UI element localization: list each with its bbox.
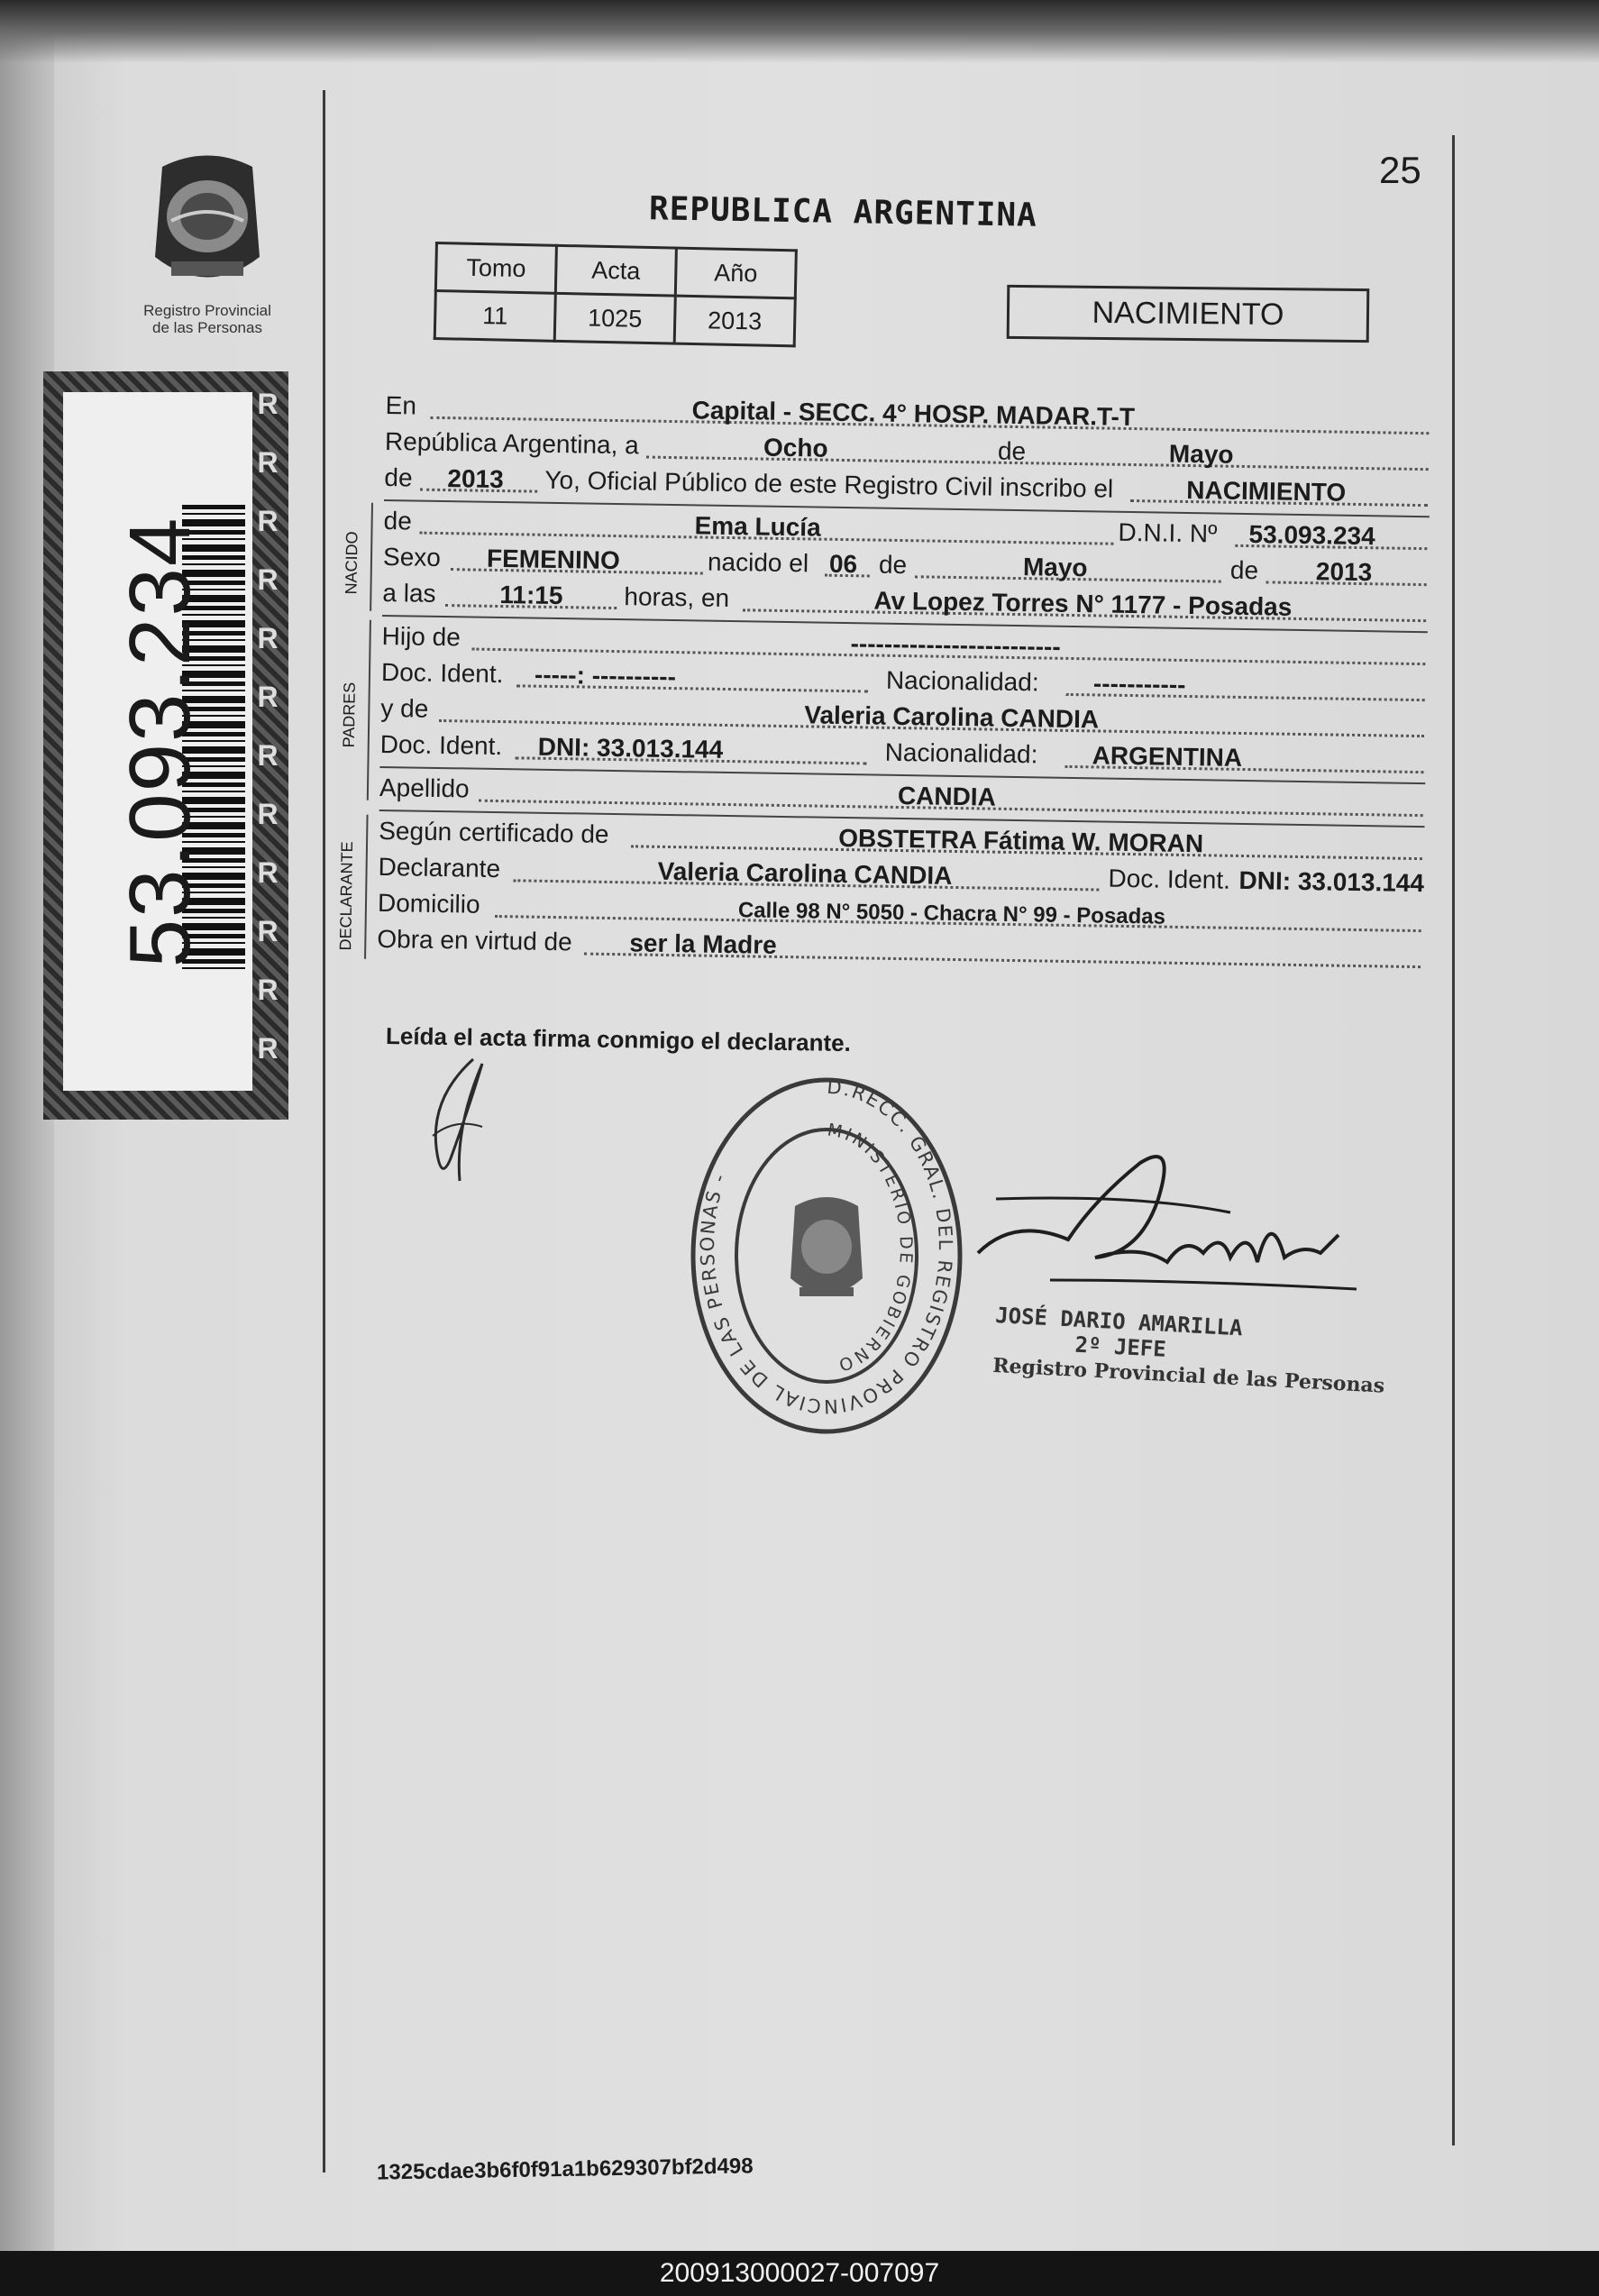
document-page: Registro Provincial de las Personas R R R R R R R R R R R R 53.093.234 25 REPUBLICA ARGENTINA Tomo Acta Año 11 1025 2013 NACIMIENTO En Capital - SECC. 4° HOSP. MADAR.T-T República Argentina, a Ocho de Mayo de 2013 Yo, Oficial Público de este Registro Civil inscribo el NACIMIENTO NACIDO de Ema Lucía D.N.I. Nº 53.093.234 Sexo FEMENINO nacido el 06 de Mayo de 2013 a las 11:15 horas, en Av Lopez Torres N° 1177 - Posadas PADRES Hijo de ------------------------- Doc. Ident. -----: ---------- Nacionalidad: ----------- y de Valeria Carolina CANDIA Doc. Ident. DNI: 33.013.144 Nacionalidad: ARGENTINA Apellido CANDIA DECLARANTE Según certificado de OBSTETRA Fátima W. MORAN Declarante Valeria Carolina CANDIA Doc. Ident. DNI: 33.013.144 Domicilio Calle 98 N° 5050 - Chacra N° 99 - Posadas Obra en virtud de ser la Madre Leída el acta firma conmigo el declarante. D.RECC. GRAL. DEL REGISTRO PROVINCIAL DE LAS PERSONAS - MINISTERIO DE GOBIERNO JOSÉ DARIO AMARILLA 2º JEFE Registro Provincial de las Personas 1325cdae3b6f0f91a1b629307bf2d498 — [0, 0, 1599, 2251]
label-nacido-de: de — [383, 506, 413, 535]
seal-emblem — [790, 1197, 863, 1296]
value-hora: 11:15 — [499, 581, 563, 610]
value-lugar-nacimiento: Av Lopez Torres N° 1177 - Posadas — [873, 586, 1293, 621]
book-gutter — [0, 0, 54, 2251]
official-block — [992, 1303, 1388, 1399]
value-nac-anio: 2013 — [1315, 557, 1373, 587]
value-lugar-inscripcion: Capital - SECC. 4° HOSP. MADAR.T-T — [691, 396, 1136, 432]
province-emblem — [144, 149, 270, 293]
official-signature — [960, 1145, 1375, 1316]
birth-record-form — [336, 388, 1431, 959]
label-nac-de: de — [878, 550, 908, 580]
value-padre-doc: -----: ---------- — [534, 660, 677, 691]
label-apellido: Apellido — [379, 773, 470, 803]
label-de-anio: de — [384, 462, 413, 492]
logo-caption: Registro Provincial de las Personas — [143, 302, 271, 336]
label-y-de: y de — [380, 693, 429, 723]
registry-value-acta: 1025 — [554, 293, 675, 343]
document-title: REPUBLICA ARGENTINA — [648, 190, 1038, 234]
value-mes: Mayo — [1168, 439, 1234, 469]
label-padre-nacionalidad: Nacionalidad: — [885, 665, 1039, 697]
label-sexo: Sexo — [382, 542, 442, 572]
official-role: 2º JEFE — [1074, 1331, 1167, 1362]
top-shadow — [0, 0, 1599, 63]
value-nac-mes: Mayo — [1022, 553, 1088, 582]
value-obra-en-virtud: ser la Madre — [629, 928, 778, 959]
section-nacido: NACIDO — [342, 531, 361, 595]
label-dni: D.N.I. Nº — [1118, 517, 1218, 548]
document-hash: 1325cdae3b6f0f91a1b629307bf2d498 — [376, 2154, 754, 2185]
registry-header-anio: Año — [675, 248, 796, 298]
value-madre: Valeria Carolina CANDIA — [804, 700, 1100, 734]
act-type-box: NACIMIENTO — [1007, 285, 1370, 343]
footer-code: 200913000027-007097 — [0, 2251, 1599, 2296]
label-declarante: Declarante — [378, 852, 501, 883]
value-inscripcion: NACIMIENTO — [1186, 475, 1347, 507]
label-padre-doc: Doc. Ident. — [380, 657, 504, 689]
left-margin-line — [323, 90, 325, 2173]
label-domicilio: Domicilio — [377, 888, 480, 919]
registry-table — [434, 242, 798, 347]
registry-header-acta: Acta — [555, 245, 676, 296]
value-padre: ------------------------- — [850, 629, 1061, 661]
official-name: JOSÉ DARIO AMARILLA — [994, 1303, 1244, 1341]
label-en: En — [385, 390, 417, 420]
section-declarante: DECLARANTE — [336, 841, 357, 951]
registry-header-tomo: Tomo — [435, 243, 556, 294]
value-sexo: FEMENINO — [486, 544, 621, 575]
row-apellido — [379, 770, 1425, 822]
value-dia: Ocho — [763, 433, 828, 462]
label-obra-en-virtud: Obra en virtud de — [377, 924, 572, 956]
seal-outer-text: D.RECC. GRAL. DEL REGISTRO PROVINCIAL DE LAS PERSONAS - — [696, 1075, 956, 1418]
page-number: 25 — [1379, 149, 1421, 191]
label-hijo-de: Hijo de — [381, 621, 461, 652]
value-anio: 2013 — [447, 464, 504, 494]
registry-value-anio: 2013 — [674, 296, 795, 346]
value-domicilio: Calle 98 N° 5050 - Chacra N° 99 - Posadas — [737, 898, 1166, 929]
value-padre-nacionalidad: ----------- — [1092, 669, 1186, 699]
official-office: Registro Provincial de las Personas — [991, 1353, 1385, 1398]
security-pattern: R R R R R R R R R R R R — [257, 388, 279, 1065]
label-declarante-doc: Doc. Ident. — [1108, 864, 1231, 894]
value-nombre: Ema Lucía — [694, 511, 821, 542]
closing-statement: Leída el acta firma conmigo el declarante. — [385, 1021, 852, 1057]
registry-value-tomo: 11 — [434, 291, 555, 342]
seal-inner-text: MINISTERIO DE GOBIERNO — [826, 1120, 917, 1376]
label-nacido-el: nacido el — [707, 547, 809, 578]
right-margin-line — [1452, 135, 1455, 2145]
value-certificado: OBSTETRA Fátima W. MORAN — [837, 823, 1204, 858]
label-horas-en: horas, en — [624, 582, 730, 613]
value-dni: 53.093.234 — [1248, 520, 1375, 551]
label-madre-doc: Doc. Ident. — [379, 729, 503, 761]
label-republica: República Argentina, a — [384, 426, 640, 460]
value-madre-doc: DNI: 33.013.144 — [537, 732, 724, 764]
value-madre-nacionalidad: ARGENTINA — [1092, 741, 1243, 772]
value-declarante-doc: DNI: 33.013.144 — [1238, 865, 1425, 898]
declarant-signature — [419, 1046, 500, 1190]
value-nac-dia: 06 — [828, 549, 858, 579]
section-padres: PADRES — [339, 681, 359, 748]
label-certificado: Según certificado de — [379, 816, 609, 848]
value-apellido: CANDIA — [897, 781, 997, 811]
label-de: de — [997, 436, 1027, 466]
label-yo-oficial: Yo, Oficial Público de este Registro Civil inscribo el — [544, 465, 1114, 503]
value-declarante: Valeria Carolina CANDIA — [657, 856, 953, 890]
label-a-las: a las — [382, 578, 436, 608]
label-nac-de2: de — [1229, 555, 1259, 585]
official-seal — [682, 1071, 971, 1441]
label-madre-nacionalidad: Nacionalidad: — [884, 737, 1038, 769]
